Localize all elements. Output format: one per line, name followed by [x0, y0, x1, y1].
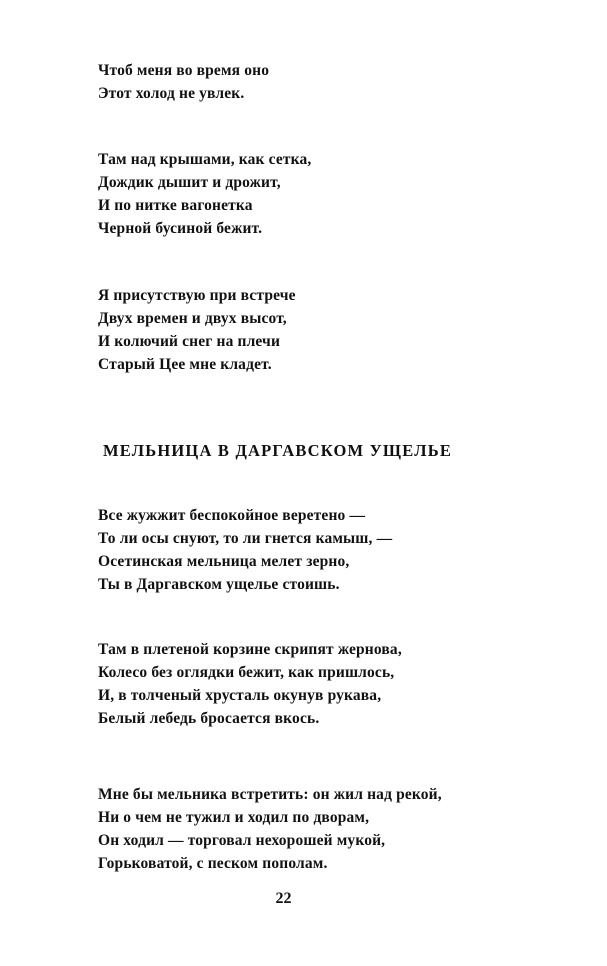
poem-line: Ни о чем не тужил и ходил по дворам, — [98, 809, 370, 826]
poem-line: Черной бусиной бежит. — [98, 220, 263, 237]
poem-line: И колючий снег на плечи — [98, 333, 281, 350]
poem-line: Осетинская мельница мелет зерно, — [98, 553, 350, 570]
poem-line: Двух времен и двух высот, — [98, 310, 287, 327]
poem-line: Все жужжит беспокойное веретено — — [98, 507, 366, 524]
poem-line: Он ходил — торговал нехорошей мукой, — [98, 832, 386, 849]
poem-line: Горьковатой, с песком пополам. — [98, 855, 328, 872]
poem-line: Старый Цее мне кладет. — [98, 356, 272, 373]
poem-line: Чтоб меня во время оно — [98, 62, 270, 79]
poem-line: Белый лебедь бросается вкось. — [98, 710, 320, 727]
poem-line: Мне бы мельника встретить: он жил над рекой, — [98, 786, 442, 803]
poem-title: МЕЛЬНИЦА В ДАРГАВСКОМ УЩЕЛЬЕ — [103, 441, 453, 460]
page-number: 22 — [275, 890, 292, 907]
poem-line: Ты в Даргавском ущелье стоишь. — [98, 576, 340, 593]
poem-line: То ли осы снуют, то ли гнется камыш, — — [98, 530, 393, 547]
poem-line: Дождик дышит и дрожит, — [98, 174, 281, 191]
poem-line: Этот холод не увлек. — [98, 85, 245, 102]
poem-line: И по нитке вагонетка — [98, 197, 253, 214]
poem-line: Там в плетеной корзине скрипят жернова, — [98, 641, 402, 658]
poem-line: Колесо без оглядки бежит, как пришлось, — [98, 664, 395, 681]
poem-line: И, в толченый хрусталь окунув рукава, — [98, 687, 382, 704]
poem-line: Я присутствую при встрече — [98, 287, 296, 304]
poem-line: Там над крышами, как сетка, — [98, 151, 312, 168]
